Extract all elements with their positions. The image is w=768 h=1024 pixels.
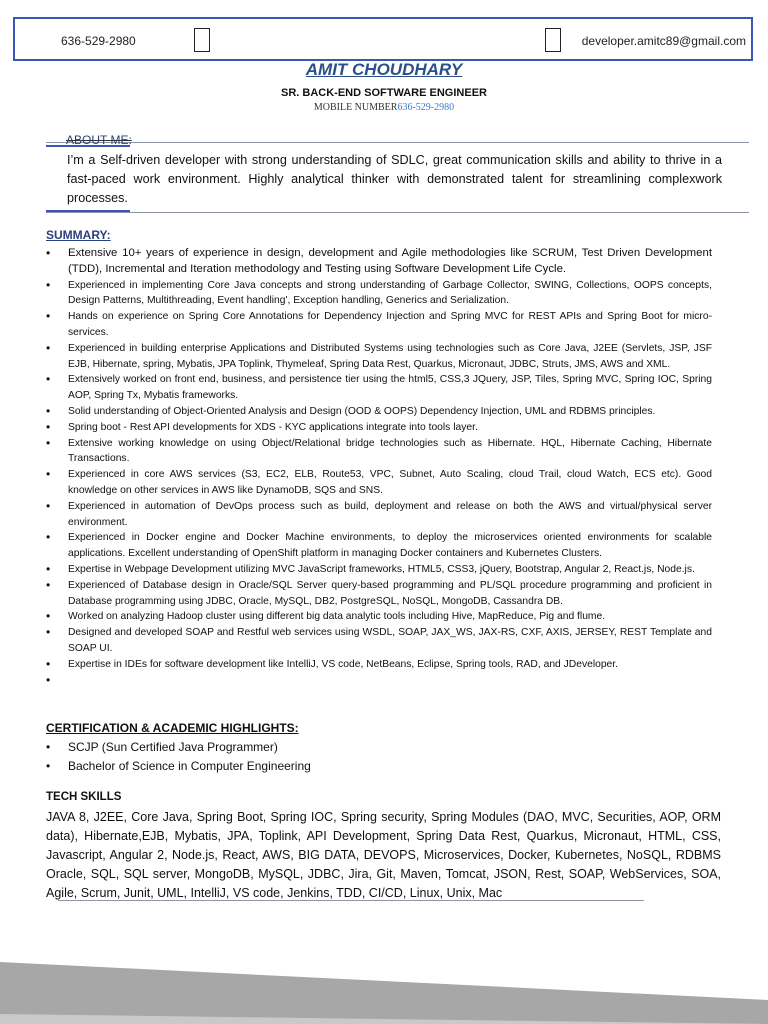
- tech-skills-text: JAVA 8, J2EE, Core Java, Spring Boot, Spring IOC, Spring security, Spring Modules (DAO, MVC, Securities, AOP, ORM data), Hibernate,EJB, Mybatis, JPA, Toplink, API Development, Spring Data Rest, Quarkus, Micronaut, HTML, CSS, Javascript, Angular 2, Node.js, React, AWS, BIG DATA, DEVOPS, Microservices, Docker, Kubernetes, NoSQL, RDBMS Oracle, SQL, SQL server, MongoDB, MySQL, JDBC, Jira, Git, Maven, Tomcat, JSON, Rest, SOAP, WebServices, SOA, Agile, Scrum, Junit, UML, IntelliJ, VS code, Jenkins, TDD, CI/CD, Linux, Unix, Mac: [46, 810, 721, 900]
- list-item: • Experienced in Docker engine and Docker Machine environments, to deploy the microservices oriented environments for scalable applications. Excellent understanding of OpenShift platform in managing Docker containers and Kubernetes Clusters.: [46, 530, 712, 562]
- about-text: I’m a Self-driven developer with strong understanding of SDLC, great communication skills and ability to thrive in a fast-paced work environment. Highly analytical thinker with demonstrated talent for streamlining complexwork processes.: [67, 153, 722, 205]
- mobile-label: MOBILE NUMBER: [313, 102, 398, 113]
- mobile-number: 636-529-2980: [397, 102, 455, 113]
- list-item: • Extensive working knowledge on using Object/Relational bridge technologies such as Hibernate. HQL, Hibernate Caching, Hibernate Transactions.: [46, 436, 712, 468]
- list-item: • Hands on experience on Spring Core Annotations for Dependency Injection and Spring MVC for REST APIs and Spring Boot for micro-services.: [46, 309, 712, 341]
- certification-heading: CERTIFICATION & ACADEMIC HIGHLIGHTS:: [46, 721, 299, 735]
- list-item: • Worked on analyzing Hadoop cluster using different big data analytic tools including Hive, MapReduce, Pig and flume.: [46, 609, 712, 625]
- list-item: • Bachelor of Science in Computer Engineering: [46, 757, 311, 776]
- header-phone: 636-529-2980: [61, 34, 136, 48]
- list-item: • Experienced of Database design in Oracle/SQL Server query-based programming and PL/SQL procedure programming and proficient in Database programming using JDBC, Oracle, MySQL, DB2, PostgreSQL, NoSQL, MongoDB, Cassandra DB.: [46, 578, 712, 610]
- about-heading: ABOUT ME:: [66, 133, 132, 147]
- list-item: • Experienced in implementing Core Java concepts and strong understanding of Garbage Collector, SWING, Collections, OOPS concepts, Design Patterns, Multithreading, Event handling', Exception handling, Generics and Serialization.: [46, 278, 712, 310]
- list-item: • Solid understanding of Object-Oriented Analysis and Design (OOD & OOPS) Dependency Injection, UML and RDBMS principles.: [46, 404, 712, 420]
- list-item: • Extensive 10+ years of experience in design, development and Agile methodologies like SCRUM, Test Driven Development (TDD), Incremental and Iteration methodology and Testing using Software Development Life Cycle.: [46, 246, 712, 278]
- list-item: • Experienced in core AWS services (S3, EC2, ELB, Route53, VPC, Subnet, Auto Scaling, cloud Trail, cloud Watch, ECS etc). Good knowledge on other services in AWS like DynamoDB, SQS and SNS.: [46, 467, 712, 499]
- summary-heading: SUMMARY:: [46, 228, 111, 242]
- list-item: • Experienced in automation of DevOps process such as build, deployment and release on both the AWS and virtual/physical server environment.: [46, 499, 712, 531]
- list-item: • Spring boot - Rest API developments for XDS - KYC applications integrate into tools layer.: [46, 420, 712, 436]
- list-item: • Extensively worked on front end, business, and persistence tier using the html5, CSS,3 JQuery, JSP, Tiles, Spring MVC, Spring IOC, Spring AOP, Spring Tx, Mybatis frameworks.: [46, 372, 712, 404]
- list-item: • Expertise in Webpage Development utilizing MVC JavaScript frameworks, HTML5, CSS3, jQuery, Bootstrap, Angular 2, React.js, Node.js.: [46, 562, 712, 578]
- list-item: • SCJP (Sun Certified Java Programmer): [46, 738, 311, 757]
- job-title: SR. BACK-END SOFTWARE ENGINEER: [281, 87, 487, 99]
- candidate-name: AMIT CHOUDHARY: [305, 60, 463, 79]
- footer-gray-band: [0, 962, 768, 1024]
- header-email: developer.amitc89@gmail.com: [581, 34, 746, 48]
- list-item: • Experienced in building enterprise Applications and Distributed Systems using technologies such as Core Java, J2EE (Servlets, JSP, JSF EJB, Hibernate, spring, Mybatis, JPA Toplink, Thymeleaf, Spring Data Rest, Quarkus, Micronaut, JDBC, Struts, JMS, AWS and XML.: [46, 341, 712, 373]
- list-item: • Designed and developed SOAP and Restful web services using WSDL, SOAP, JAX_WS, JAX-RS, CXF, AXIS, JERSEY, REST Template and SOAP UI.: [46, 625, 712, 657]
- list-item: • Expertise in IDEs for software development like IntelliJ, VS code, NetBeans, Eclipse, Spring tools, RAD, and JDeveloper.: [46, 657, 712, 673]
- tech-skills-heading: TECH SKILLS: [46, 791, 122, 803]
